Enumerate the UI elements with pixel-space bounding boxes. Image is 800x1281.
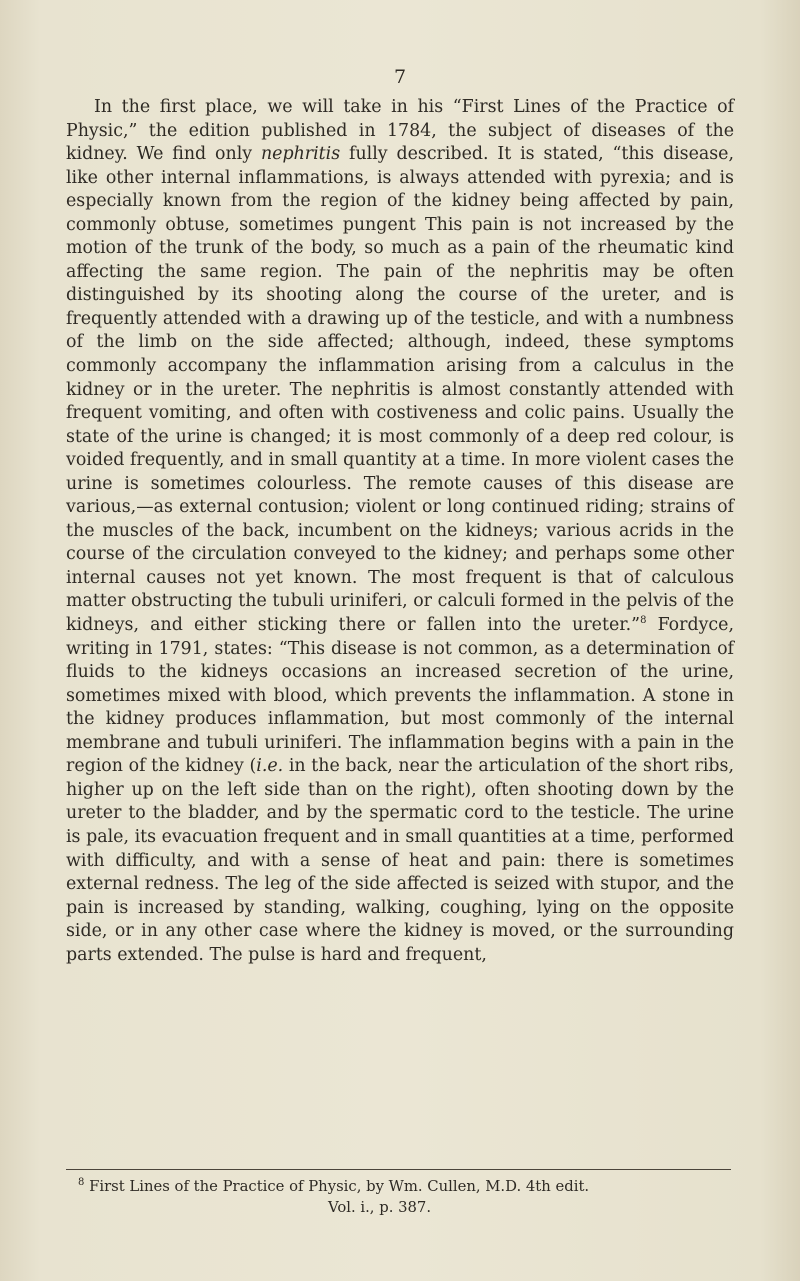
text-segment: in the back, near the articulation of the short ribs, higher up on the left side than on the right), often shooting down by the ureter to the bladder, and by the spermatic cord to the testicle. The urine is pale, its evacuation frequent and in small quantities at a time, performed with difficulty, and with a sense of heat and pain: there is sometimes external redness. The leg of the side affected is seized with stupor, and the pain is increased by standing, walking, coughing, lying on the opposite side, or in any other case where the kidney is moved, or the surrounding parts extended. The pulse is hard and frequent,: [66, 756, 734, 965]
page-number: 7: [393, 66, 407, 88]
italic-term: i.e.: [256, 756, 284, 777]
footnote-continuation: Vol. i., p. 387.: [328, 1199, 432, 1216]
text-segment: Fordyce, writing in 1791, states: “This disease is not common, as a determination of fluids to the kidneys occasions an increased secretion of the urine, sometimes mixed with blood, which prevents the inflammation. A stone in the kidney produces inflammation, but most commonly of the internal membrane and tubuli uriniferi. The inflammation begins with a pain in the region of the kidney (: [66, 615, 734, 777]
footnote-marker: 8: [78, 1177, 85, 1189]
text-segment: In the first place, we will take in his “First Lines of the Practice of Physic,” the edition published in 1784, the subject of diseases of the kidney. We find only: [66, 97, 734, 165]
text-segment: fully described. It is stated, “this disease, like other internal inflammations, is always attended with pyrexia; and is especially known from the region of the kidney being affected by pain, commonly obtuse, sometimes pungent This pain is not increased by the motion of the trunk of the body, so much as a pain of the rheumatic kind affecting the same region. The pain of the nephritis may be often distinguished by its shooting along the course of the ureter, and is frequently attended with a drawing up of the testicle, and with a numbness of the limb on the side affected; although, indeed, these symptoms commonly accompany the inflammation arising from a calculus in the kidney or in the ureter. The nephritis is almost constantly attended with frequent vomiting, and often with costiveness and colic pains. Usually the state of the urine is changed; it is most commonly of a deep red colour, is voided frequently, and in small quantity at a time. In more violent cases the urine is sometimes colourless. The remote causes of this disease are various,—as external contusion; violent or long continued riding; strains of the muscles of the back, incumbent on the kidneys; various acrids in the course of the circulation conveyed to the kidney; and perhaps some other internal causes not yet known. The most frequent is that of calculous matter obstructing the tubuli uriniferi, or calculi formed in the pelvis of the kidneys, and either sticking there or fallen into the ureter.”: [66, 144, 734, 636]
footnote-text: First Lines of the Practice of Physic, by Wm. Cullen, M.D. 4th edit.: [89, 1178, 590, 1195]
footnote-divider: [66, 1169, 731, 1170]
footnote: [66, 1176, 734, 1218]
paragraph: [66, 96, 734, 967]
italic-term: nephritis: [260, 144, 341, 165]
footnote-reference: 8: [640, 615, 647, 627]
body-text: [66, 96, 734, 967]
